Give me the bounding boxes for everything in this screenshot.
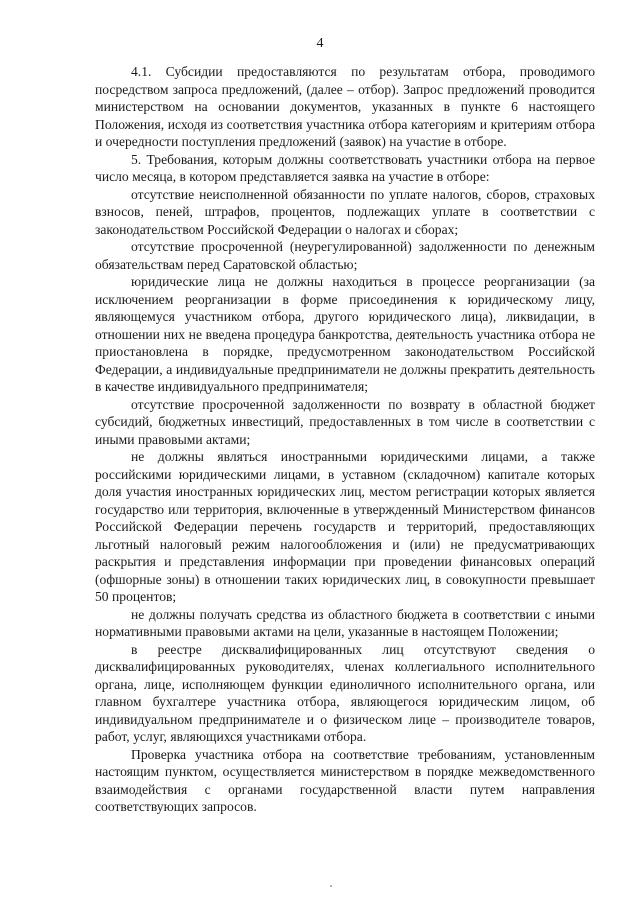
scan-dot (330, 885, 332, 887)
requirement-disqualified-registry: в реестре дисквалифицированных лиц отсутствуют сведения о дисквалифицированных руководителях, членах коллегиального исполнительного органа, лице, исполняющем функции единоличного исполнительного органа, или главном бухгалтере участника отбора, являющегося юридическим лицом, об индивидуальном предпринимателе и о физическом лице – производителе товаров, работ, услуг, являющихся участниками отбора. (95, 641, 595, 744)
requirement-reorganization: юридические лица не должны находиться в процессе реорганизации (за исключением реорганизации в форме присоединения к юридическому лицу, являющемуся участником отбора, другого юридического лица), ликвидации, в отношении них не введена процедура банкротства, деятельность участника отбора не приостановлена в порядке, предусмотренном законодательством Российской Федерации, а индивидуальные предприниматели не должны прекратить деятельность в качестве индивидуального предпринимателя; (95, 274, 595, 394)
page-number: 4 (316, 36, 324, 51)
requirement-overdue-debt: отсутствие просроченной (неурегулированной) задолженности по денежным обязательствам перед Саратовской областью; (95, 239, 595, 272)
document-body (95, 63, 595, 816)
paragraph-5-intro: 5. Требования, которым должны соответствовать участники отбора на первое число месяца, в котором представляется заявка на участие в отборе: (95, 151, 595, 184)
requirement-taxes: отсутствие неисполненной обязанности по уплате налогов, сборов, страховых взносов, пеней, штрафов, процентов, подлежащих уплате в соответствии с законодательством Российской Федерации о налогах и сборах; (95, 186, 595, 237)
verification-paragraph: Проверка участника отбора на соответствие требованиям, установленным настоящим пунктом, осуществляется министерством в порядке межведомственного взаимодействия с органами государственной власти путем направления соответствующих запросов. (95, 746, 595, 814)
paragraph-4-1: 4.1. Субсидии предоставляются по результатам отбора, проводимого посредством запроса предложений, (далее – отбор). Запрос предложений проводится министерством на основании документов, указанных в пункте 6 настоящего Положения, исходя из соответствия участника отбора категориям и критериям отбора и очередности поступления предложений (заявок) на участие в отборе. (95, 64, 595, 149)
requirement-foreign-entities: не должны являться иностранными юридическими лицами, а также российскими юридическими лицами, в уставном (складочном) капитале которых доля участия иностранных юридических лиц, местом регистрации которых является государство или территория, включенные в утвержденный Министерством финансов Российской Федерации перечень государств и территорий, предоставляющих льготный налоговый режим налогообложения и (или) не предусматривающих раскрытия и представления информации при проведении финансовых операций (офшорные зоны) в отношении таких юридических лиц, в совокупности превышает 50 процентов; (95, 449, 595, 604)
requirement-subsidy-return: отсутствие просроченной задолженности по возврату в областной бюджет субсидий, бюджетных инвестиций, предоставленных в том числе в соответствии с иными правовыми актами; (95, 396, 595, 447)
requirement-no-other-funds: не должны получать средства из областного бюджета в соответствии с иными нормативными правовыми актами на цели, указанные в настоящем Положении; (95, 606, 595, 639)
